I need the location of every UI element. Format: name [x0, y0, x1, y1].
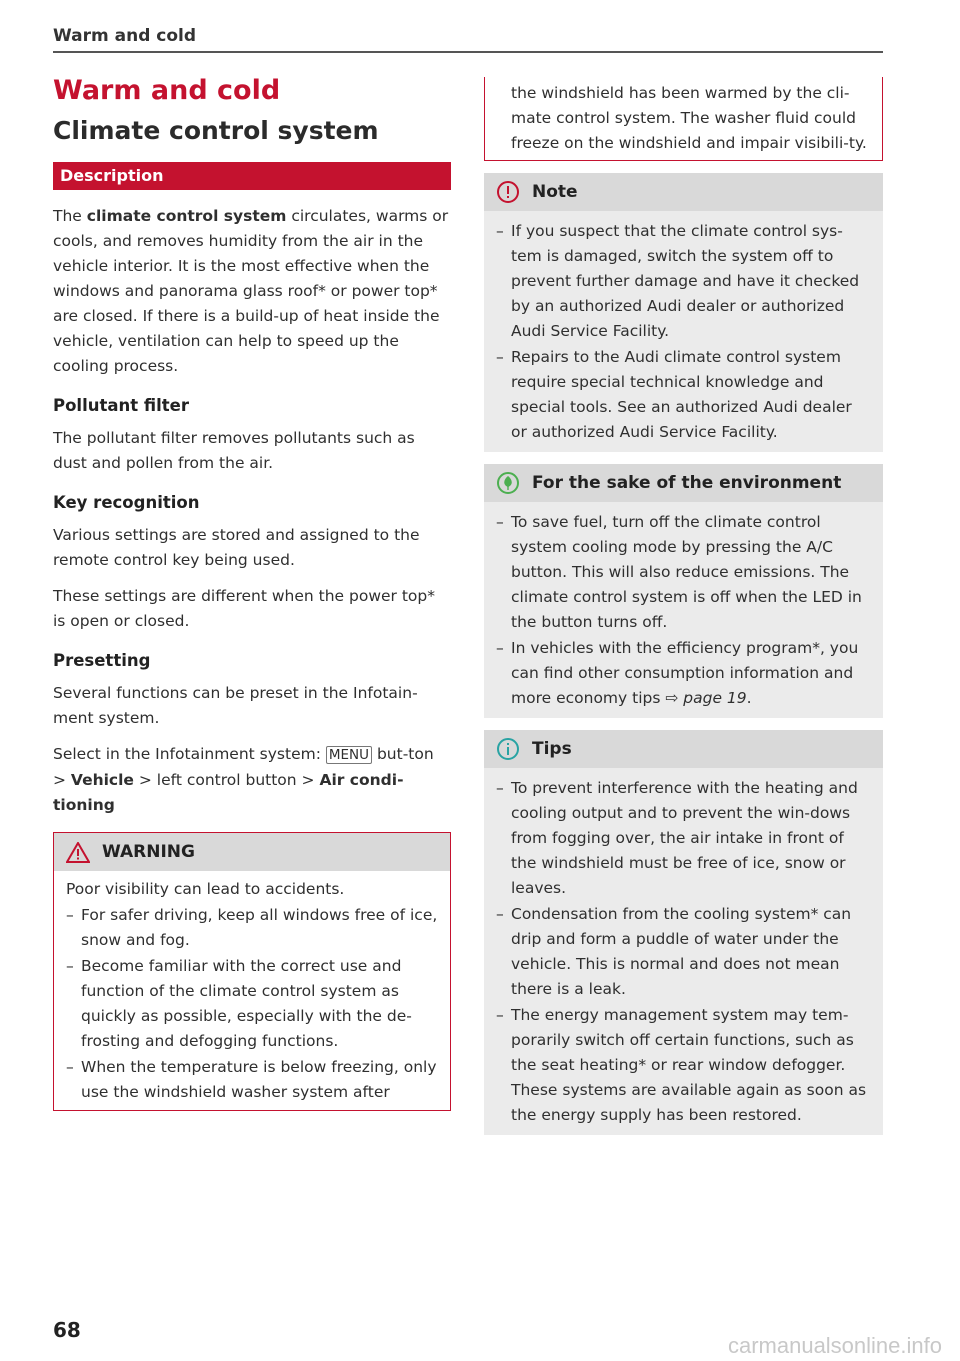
environment-leaf-icon	[496, 471, 520, 495]
note-title: Note	[532, 182, 578, 202]
environment-box	[484, 464, 883, 718]
environment-list	[496, 510, 871, 711]
list-item: – For safer driving, keep all windows free of ice, snow and fog.	[66, 903, 438, 953]
key-text-1: Various settings are stored and assigned to the remote control key being used.	[53, 526, 420, 569]
list-item: – If you suspect that the climate control sys-tem is damaged, switch the system off to prevent further damage and have it checked by an authorized Audi dealer or authorized Audi Service Facility.	[496, 219, 871, 344]
menu-key: MENU	[326, 746, 372, 764]
note-header	[484, 173, 883, 211]
warning-header	[54, 833, 450, 871]
preset-text: Several functions can be preset in the Infotain-ment system.	[53, 684, 418, 727]
list-item: – Repairs to the Audi climate control system require special technical knowledge and special tools. See an authorized Audi dealer or authorized Audi Service Facility.	[496, 345, 871, 445]
list-item: – To prevent interference with the heating and cooling output and to prevent the win-dows from fogging over, the air intake in front of the windshield must be free of ice, snow or leaves.	[496, 776, 871, 901]
select-vehicle: Vehicle	[70, 771, 134, 789]
warning-list	[66, 903, 438, 1105]
tips-header	[484, 730, 883, 768]
select-mid2: > left control button >	[133, 771, 320, 789]
env-item2-post: .	[746, 689, 752, 707]
select-mid1: but-ton >	[53, 745, 434, 789]
warning-title: WARNING	[102, 842, 195, 862]
list-item: – Condensation from the cooling system* can drip and form a puddle of water under the vehicle. This is normal and does not mean there is a leak.	[496, 902, 871, 1002]
watermark: carmanualsonline.info	[727, 1333, 942, 1358]
tips-body	[484, 768, 883, 1135]
note-body	[484, 211, 883, 452]
tips-box	[484, 730, 883, 1135]
warning-body	[54, 871, 450, 1110]
preset-heading: Presetting	[53, 651, 151, 670]
exclamation-icon	[496, 180, 520, 204]
list-item: – When the temperature is below freezing, only use the windshield washer system after	[66, 1055, 438, 1105]
intro-bold: climate control system	[86, 207, 287, 225]
select-pre: Select in the Infotainment system:	[53, 745, 326, 763]
running-header: Warm and cold	[53, 26, 197, 46]
list-item: – Become familiar with the correct use and function of the climate control system as quickly as possible, especially with the de-frosting and defogging functions.	[66, 954, 438, 1054]
warning-box	[53, 832, 451, 1111]
list-item: – To save fuel, turn off the climate control system cooling mode by pressing the A/C button. This will also reduce emissions. The climate control system is off when the LED in the button turns off.	[496, 510, 871, 635]
tips-title: Tips	[532, 739, 572, 759]
chapter-title: Warm and cold	[53, 75, 281, 106]
header-rule	[53, 51, 883, 53]
section-title: Climate control system	[53, 116, 379, 145]
note-box	[484, 173, 883, 452]
select-air: Air condi-tioning	[53, 771, 404, 814]
page-number: 68	[53, 1318, 81, 1342]
intro-post: circulates, warms or cools, and removes humidity from the air in the vehicle interior. It is the most effective when the windows and panorama glass roof* or power top* are closed. If there is a build-up of heat inside the vehicle, ventilation can help to speed up the cooling process.	[53, 207, 449, 375]
environment-title: For the sake of the environment	[532, 473, 842, 493]
tips-list	[496, 776, 871, 1128]
intro-pre: The	[53, 207, 87, 225]
warning-continuation: the windshield has been warmed by the cli-mate control system. The washer fluid could freeze on the windshield and impair visibili-ty.	[484, 77, 883, 161]
environment-header	[484, 464, 883, 502]
page-reference-link[interactable]: ⇨ page 19	[665, 689, 747, 707]
list-item: – The energy management system may tem-porarily switch off certain functions, such as the seat heating* or rear window defogger. These systems are available again as soon as the energy supply has been restored.	[496, 1003, 871, 1128]
environment-body	[484, 502, 883, 718]
warning-triangle-icon	[66, 842, 90, 863]
list-item	[496, 636, 871, 711]
pollutant-text: The pollutant filter removes pollutants such as dust and pollen from the air.	[53, 429, 415, 472]
warning-intro: Poor visibility can lead to accidents.	[66, 880, 345, 898]
note-list	[496, 219, 871, 445]
description-bar: Description	[53, 162, 451, 190]
intro-paragraph	[53, 204, 451, 379]
info-icon	[496, 737, 520, 761]
right-column	[484, 77, 883, 1135]
left-column	[53, 72, 451, 1111]
key-text-2: These settings are different when the power top* is open or closed.	[53, 587, 435, 630]
env-item2-pre: In vehicles with the efficiency program*, you can find other consumption information and more economy tips	[511, 639, 859, 707]
pollutant-heading: Pollutant filter	[53, 396, 189, 415]
select-path	[53, 742, 451, 818]
key-heading: Key recognition	[53, 493, 200, 512]
